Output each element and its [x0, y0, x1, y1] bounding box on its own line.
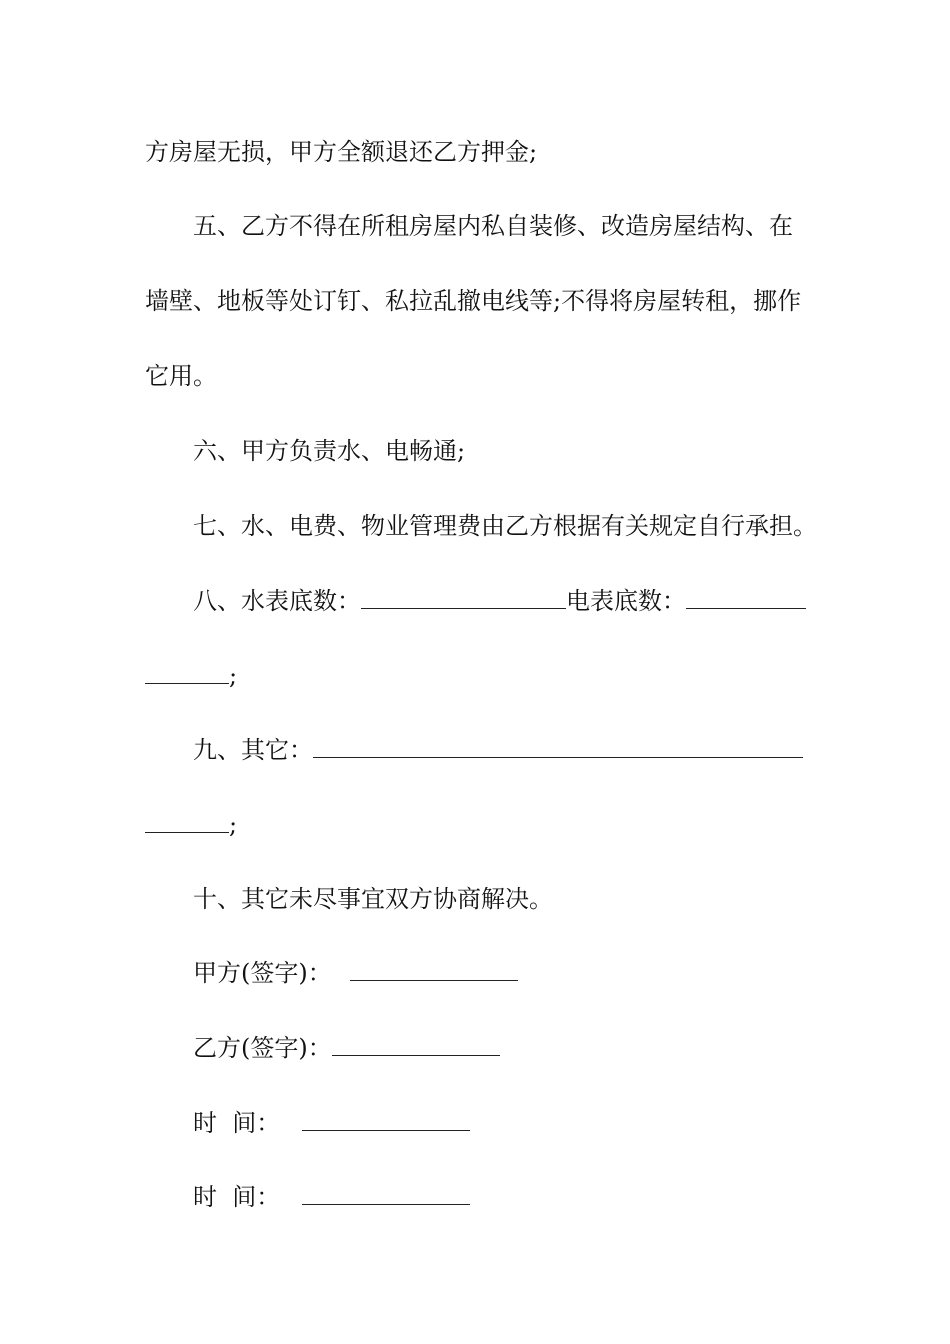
electric-meter-label: 电表底数：	[566, 587, 686, 615]
water-meter-label: 八、水表底数：	[193, 587, 361, 615]
party-a-signature-label: 甲方(签字)：	[193, 959, 332, 987]
other-blank-end	[145, 810, 229, 833]
party-b-signature-row	[193, 1032, 500, 1064]
paragraph-7: 七、水、电费、物业管理费由乙方根据有关规定自行承担。	[193, 512, 817, 540]
paragraph-5-line-1: 五、乙方不得在所租房屋内私自装修、改造房屋结构、在	[193, 212, 793, 240]
party-a-signature-blank	[350, 958, 518, 981]
paragraph-6: 六、甲方负责水、电畅通;	[193, 437, 466, 465]
paragraph-9-line-2	[145, 809, 237, 841]
paragraph-5-line-3: 它用。	[145, 362, 217, 390]
paragraph-8-end-mark: ;	[229, 662, 238, 690]
paragraph-8-line-2	[145, 660, 237, 692]
party-a-signature-row	[193, 957, 518, 989]
paragraph-5-line-2: 墙壁、地板等处订钉、私拉乱撤电线等;不得将房屋转租，挪作	[145, 287, 802, 315]
party-b-signature-label: 乙方(签字)：	[193, 1034, 332, 1062]
paragraph-9-line-1	[193, 734, 803, 766]
time-row-2	[193, 1181, 470, 1213]
electric-meter-blank-end	[145, 661, 229, 684]
paragraph-8-line-1	[193, 585, 806, 617]
time-row-1	[193, 1107, 470, 1139]
paragraph-9-end-mark: ;	[229, 811, 238, 839]
other-label: 九、其它：	[193, 736, 313, 764]
water-meter-blank	[361, 586, 566, 609]
time-label-1: 时 间：	[193, 1109, 281, 1137]
party-b-signature-blank	[332, 1033, 500, 1056]
time-blank-2	[302, 1182, 470, 1205]
paragraph-4-tail: 方房屋无损，甲方全额退还乙方押金;	[145, 138, 538, 166]
time-label-2: 时 间：	[193, 1183, 281, 1211]
electric-meter-blank-start	[686, 586, 806, 609]
paragraph-10: 十、其它未尽事宜双方协商解决。	[193, 885, 553, 913]
other-blank-start	[313, 735, 803, 758]
time-blank-1	[302, 1108, 470, 1131]
